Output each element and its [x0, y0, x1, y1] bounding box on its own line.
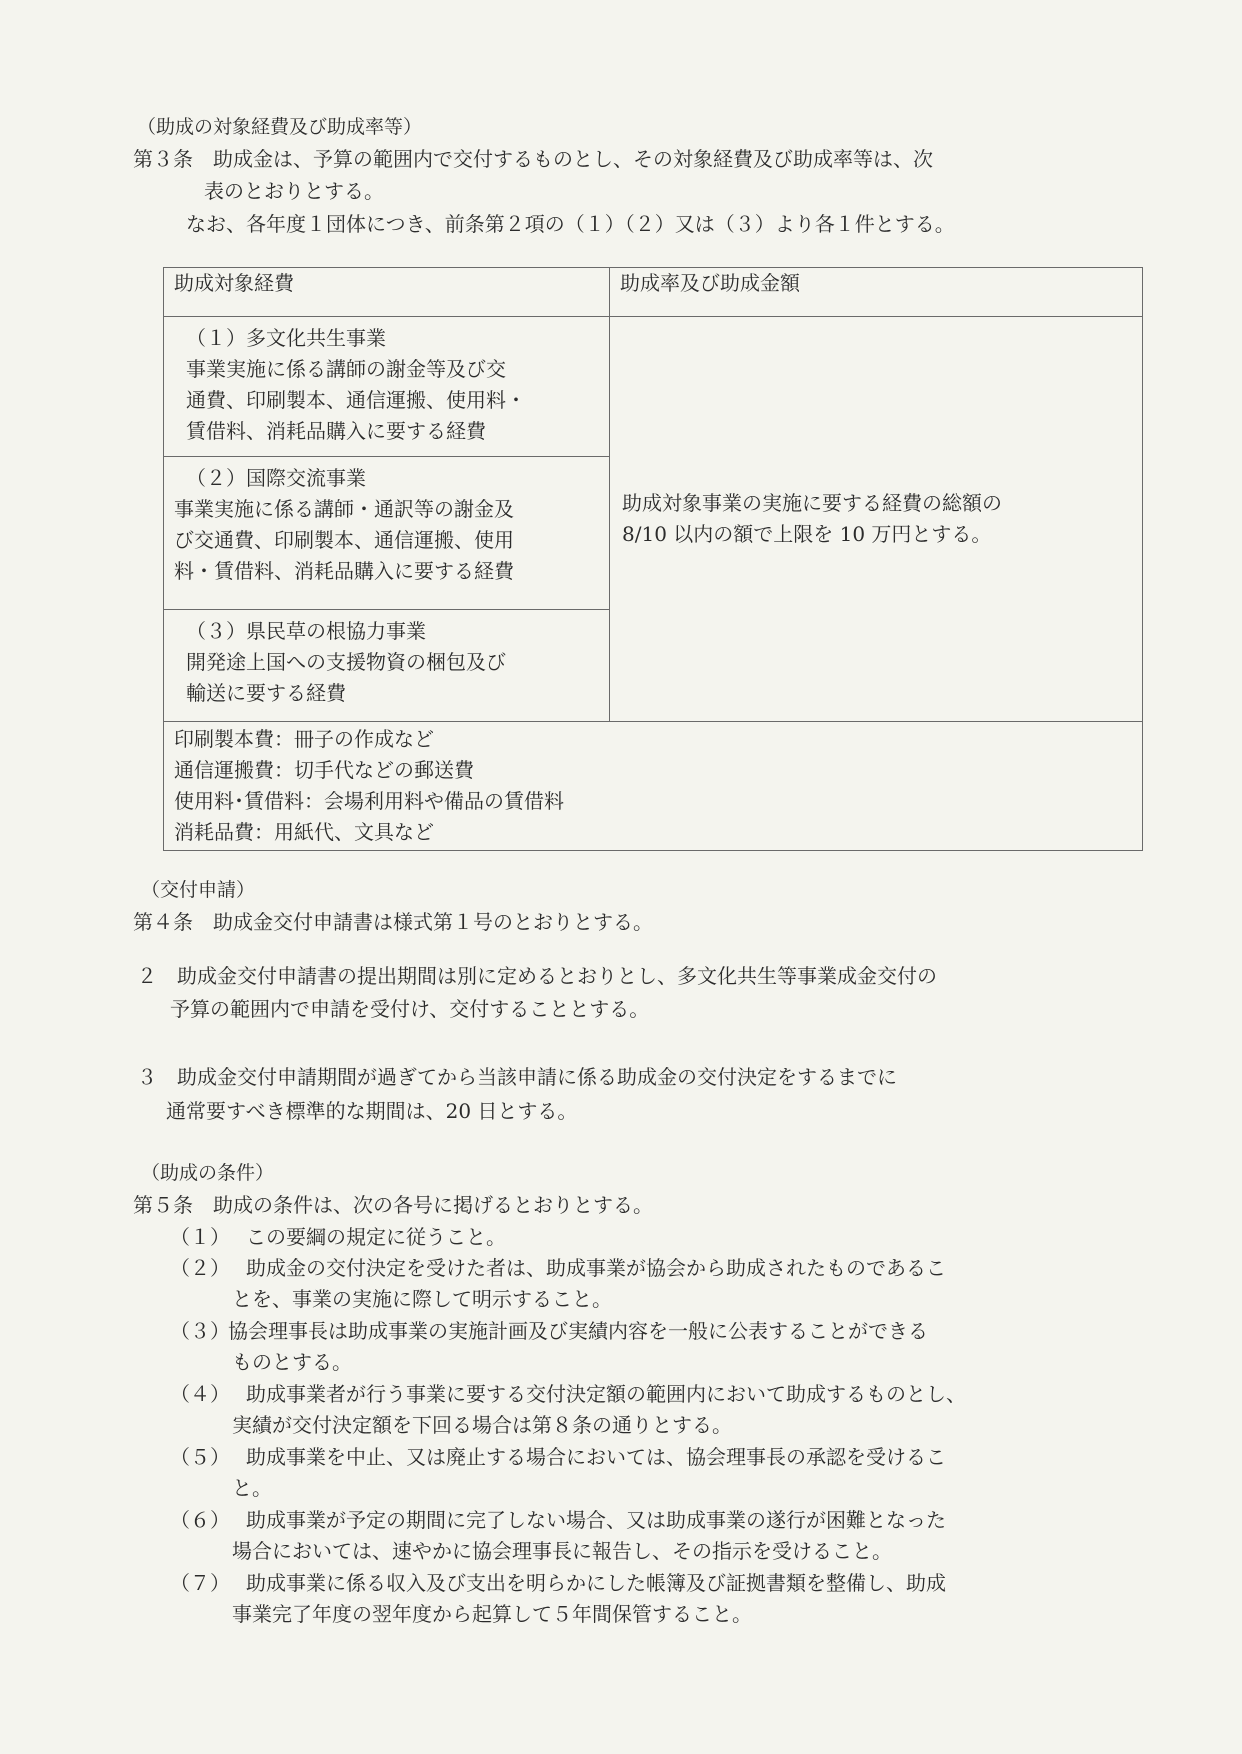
article5-caption: （助成の条件） [141, 1162, 275, 1184]
expense-cell [164, 457, 610, 610]
item-line: 助成事業に係る収入及び支出を明らかにした帳簿及び証拠書類を整備し、助成 [246, 1571, 946, 1595]
article4-line1: 第４条 助成金交付申請書は様式第１号のとおりとする。 [133, 910, 653, 934]
item-number: （７） [170, 1571, 230, 1595]
expense-line: 開発途上国への支援物資の梱包及び [186, 650, 506, 674]
article3-line2: 表のとおりとする。 [204, 179, 384, 203]
article3-line1: 第３条 助成金は、予算の範囲内で交付するものとし、その対象経費及び助成率等は、次 [133, 147, 933, 171]
item-line: 助成事業を中止、又は廃止する場合においては、協会理事長の承認を受けるこ [246, 1445, 946, 1469]
article4-p3-line2: 通常要すべき標準的な期間は、20 日とする。 [166, 1099, 578, 1123]
article4-p2-line1: ２ 助成金交付申請書の提出期間は別に定めるとおりとし、多文化共生等事業成金交付の [137, 964, 937, 988]
col1-header: 助成対象経費 [164, 268, 610, 317]
expense-cell [164, 610, 610, 722]
expense-line: 賃借料、消耗品購入に要する経費 [186, 419, 486, 443]
item-line: 実績が交付決定額を下回る場合は第８条の通りとする。 [232, 1413, 732, 1437]
expense-line: 輸送に要する経費 [186, 681, 346, 705]
item-line: 場合においては、速やかに協会理事長に報告し、その指示を受けること。 [232, 1539, 892, 1563]
item-number: （２） [170, 1256, 230, 1280]
article4-caption: （交付申請） [141, 879, 256, 901]
expense-line: 通費、印刷製本、通信運搬、使用料・ [186, 388, 526, 412]
rate-line: 助成対象事業の実施に要する経費の総額の [622, 491, 1002, 515]
item-line: とを、事業の実施に際して明示すること。 [232, 1287, 612, 1311]
item-line: 助成事業が予定の期間に完了しない場合、又は助成事業の遂行が困難となった [246, 1508, 946, 1532]
item-line: と。 [232, 1476, 272, 1500]
article4-p3-line1: ３ 助成金交付申請期間が過ぎてから当該申請に係る助成金の交付決定をするまでに [137, 1065, 897, 1089]
table-notes-row [164, 722, 1143, 851]
item-number: （４） [170, 1382, 230, 1406]
item-line: 助成金の交付決定を受けた者は、助成事業が協会から助成されたものであるこ [246, 1256, 946, 1280]
note-line: 印刷製本費：冊子の作成など [174, 727, 434, 751]
article5-line1: 第５条 助成の条件は、次の各号に掲げるとおりとする。 [133, 1193, 653, 1217]
item-line: ものとする。 [232, 1350, 352, 1374]
article3-caption: （助成の対象経費及び助成率等） [137, 116, 423, 138]
expense-line: び交通費、印刷製本、通信運搬、使用 [174, 528, 514, 552]
item-number: （５） [170, 1445, 230, 1469]
rate-cell [610, 317, 1143, 722]
note-line: 消耗品費：用紙代、文具など [174, 820, 434, 844]
article3-line3: なお、各年度１団体につき、前条第２項の（１）（２）又は（３）より各１件とする。 [186, 212, 955, 236]
item-number: （１） [170, 1225, 230, 1249]
note-line: 使用料･賃借料：会場利用料や備品の賃借料 [174, 789, 564, 813]
table-header-row [164, 268, 1143, 317]
expense-line: 事業実施に係る講師の謝金等及び交 [186, 357, 506, 381]
item-line: 協会理事長は助成事業の実施計画及び実績内容を一般に公表することができる [228, 1319, 928, 1343]
expense-line: 事業実施に係る講師・通訳等の謝金及 [174, 497, 514, 521]
expense-line: 料・賃借料、消耗品購入に要する経費 [174, 559, 514, 583]
article4-p2-line2: 予算の範囲内で申請を受付け、交付することとする。 [170, 997, 650, 1021]
note-line: 通信運搬費：切手代などの郵送費 [174, 758, 474, 782]
item-line: 助成事業者が行う事業に要する交付決定額の範囲内において助成するものとし、 [246, 1382, 966, 1406]
rate-line: 8/10 以内の額で上限を 10 万円とする。 [622, 522, 992, 546]
table-row [164, 317, 1143, 457]
notes-cell [164, 722, 1143, 851]
grant-table [163, 267, 1143, 851]
item-line: この要綱の規定に従うこと。 [246, 1225, 506, 1249]
expense-title: （２）国際交流事業 [186, 466, 366, 490]
item-number: （６） [170, 1508, 230, 1532]
expense-cell [164, 317, 610, 457]
expense-title: （３）県民草の根協力事業 [186, 619, 426, 643]
item-line: 事業完了年度の翌年度から起算して５年間保管すること。 [232, 1602, 752, 1626]
col2-header: 助成率及び助成金額 [610, 268, 1143, 317]
expense-title: （１）多文化共生事業 [186, 326, 386, 350]
item-number: （３） [170, 1319, 230, 1343]
